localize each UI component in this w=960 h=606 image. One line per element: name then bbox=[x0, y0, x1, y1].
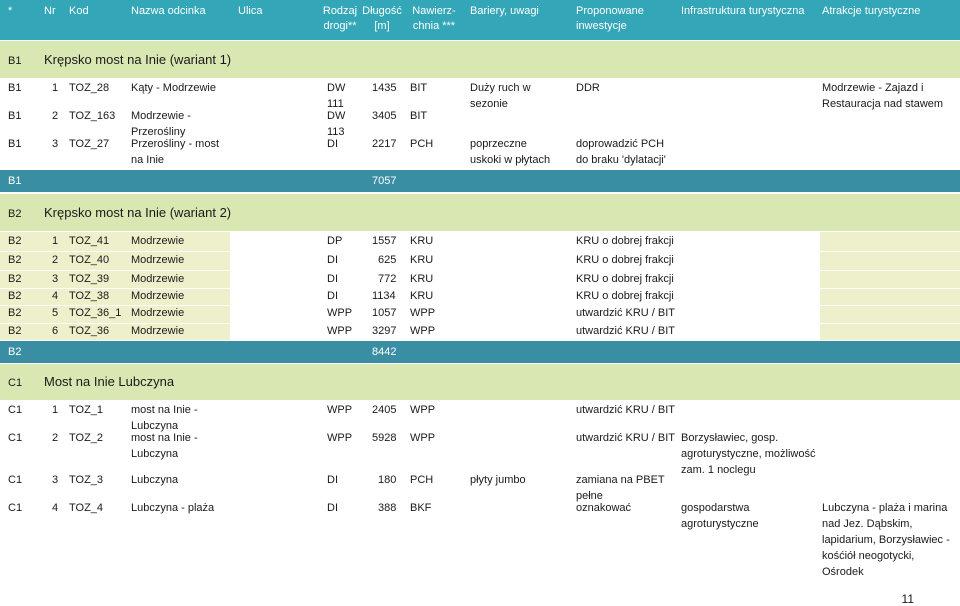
cell-nawierzchnia: KRU bbox=[410, 290, 434, 302]
table-row bbox=[0, 305, 960, 323]
cell-rodzaj: DW 113 bbox=[327, 110, 346, 138]
cell-dlugosc: 3297 bbox=[372, 325, 397, 337]
cell-nawierzchnia: PCH bbox=[410, 474, 434, 486]
header-dlugosc: Długość [m] bbox=[362, 5, 402, 32]
cell-nazwa: Modrzewie bbox=[131, 235, 185, 247]
header-nazwa: Nazwa odcinka bbox=[131, 5, 206, 17]
cell-dlugosc: 3405 bbox=[372, 110, 397, 122]
cell-kod: TOZ_27 bbox=[69, 138, 110, 150]
cell-inwestycje: KRU o dobrej frakcji bbox=[576, 290, 674, 302]
cell-nr: 1 bbox=[52, 82, 59, 94]
cell-inwestycje: utwardzić KRU / BIT bbox=[576, 404, 676, 416]
header-infrastruktura: Infrastruktura turystyczna bbox=[681, 5, 805, 17]
section-c1-title: Most na Inie Lubczyna bbox=[44, 374, 175, 389]
cell-nazwa: Modrzewie bbox=[131, 273, 185, 285]
table-row bbox=[0, 80, 960, 110]
cell-nazwa: Modrzewie bbox=[131, 325, 185, 337]
cell-id: B1 bbox=[8, 138, 22, 150]
cell-rodzaj: WPP bbox=[327, 432, 353, 444]
cell-dlugosc: 772 bbox=[378, 273, 397, 285]
cell-id: B2 bbox=[8, 254, 22, 266]
cell-rodzaj: DW 111 bbox=[327, 82, 346, 110]
cell-dlugosc: 1557 bbox=[372, 235, 397, 247]
cell-atrakcje: Lubczyna - plaża i marina nad Jez. Dąbskim, lapidarium, Borzysławiec - kośćiół neogotycki, Ośrodek bbox=[822, 502, 950, 578]
table-row bbox=[0, 472, 960, 502]
cell-kod: TOZ_3 bbox=[69, 474, 104, 486]
cell-rodzaj: DI bbox=[327, 502, 338, 514]
cell-nazwa: Modrzewie bbox=[131, 254, 185, 266]
cell-id: B1 bbox=[8, 110, 22, 122]
table-row bbox=[0, 500, 960, 578]
header-star: * bbox=[8, 5, 13, 17]
cell-id: B1 bbox=[8, 82, 22, 94]
total-id: B2 bbox=[8, 346, 22, 358]
cell-nawierzchnia: KRU bbox=[410, 235, 434, 247]
cell-nazwa: Lubczyna bbox=[131, 474, 179, 486]
header-nr: Nr bbox=[44, 5, 56, 17]
cell-nr: 1 bbox=[52, 404, 59, 416]
section-b2-band bbox=[0, 194, 960, 231]
cell-kod: TOZ_28 bbox=[69, 82, 110, 94]
cell-kod: TOZ_36 bbox=[69, 325, 110, 337]
cell-id: B2 bbox=[8, 290, 22, 302]
section-c1-id: C1 bbox=[8, 377, 23, 389]
header-ulica: Ulica bbox=[238, 5, 263, 17]
cell-nawierzchnia: WPP bbox=[410, 432, 436, 444]
section-b2-id: B2 bbox=[8, 208, 22, 220]
cell-inwestycje: doprowadzić PCH do braku 'dylatacji' bbox=[576, 138, 666, 166]
cell-kod: TOZ_40 bbox=[69, 254, 110, 266]
cell-nawierzchnia: WPP bbox=[410, 404, 436, 416]
cell-id: B2 bbox=[8, 235, 22, 247]
cell-inwestycje: DDR bbox=[576, 82, 600, 94]
cell-id: C1 bbox=[8, 502, 23, 514]
cell-dlugosc: 2405 bbox=[372, 404, 397, 416]
cell-atrakcje: Modrzewie - Zajazd i Restauracja nad stawem bbox=[822, 82, 944, 110]
cell-id: B2 bbox=[8, 273, 22, 285]
cell-dlugosc: 625 bbox=[378, 254, 397, 266]
table-row bbox=[0, 430, 960, 476]
cell-nr: 4 bbox=[52, 502, 59, 514]
cell-bariery: płyty jumbo bbox=[470, 474, 526, 486]
header-inwestycje: Proponowane inwestycje bbox=[576, 5, 644, 32]
cell-nazwa: Kąty - Modrzewie bbox=[131, 82, 216, 94]
cell-nazwa: Przerośliny - most na Inie bbox=[131, 138, 220, 166]
cell-rodzaj: DI bbox=[327, 254, 338, 266]
cell-dlugosc: 5928 bbox=[372, 432, 397, 444]
cell-nr: 6 bbox=[52, 325, 59, 337]
cell-nawierzchnia: WPP bbox=[410, 307, 436, 319]
cell-inwestycje: utwardzić KRU / BIT bbox=[576, 325, 676, 337]
cell-nr: 3 bbox=[52, 273, 59, 285]
cell-dlugosc: 388 bbox=[378, 502, 397, 514]
cell-inwestycje: oznakować bbox=[576, 502, 632, 514]
header-kod: Kod bbox=[69, 5, 89, 17]
cell-nazwa: Modrzewie bbox=[131, 290, 185, 302]
cell-rodzaj: DI bbox=[327, 138, 338, 150]
cell-nr: 2 bbox=[52, 110, 59, 122]
cell-dlugosc: 1057 bbox=[372, 307, 397, 319]
cell-id: C1 bbox=[8, 404, 23, 416]
cell-inwestycje: KRU o dobrej frakcji bbox=[576, 254, 674, 266]
cell-dlugosc: 180 bbox=[378, 474, 397, 486]
cell-nazwa: Lubczyna - plaża bbox=[131, 502, 215, 514]
total-id: B1 bbox=[8, 175, 22, 187]
cell-inwestycje: utwardzić KRU / BIT bbox=[576, 432, 676, 444]
header-rodzaj: Rodzaj drogi** bbox=[322, 5, 358, 32]
table-row bbox=[0, 136, 960, 170]
cell-kod: TOZ_38 bbox=[69, 290, 110, 302]
cell-nazwa: most na Inie - Lubczyna bbox=[131, 404, 198, 432]
table-row bbox=[0, 108, 960, 138]
cell-nr: 4 bbox=[52, 290, 59, 302]
cell-nazwa: Modrzewie - Przerośliny bbox=[131, 110, 191, 138]
cell-dlugosc: 1134 bbox=[372, 290, 396, 302]
cell-nr: 2 bbox=[52, 432, 59, 444]
cell-rodzaj: DI bbox=[327, 474, 338, 486]
table-row bbox=[0, 271, 960, 289]
cell-id: C1 bbox=[8, 474, 23, 486]
cell-inwestycje: KRU o dobrej frakcji bbox=[576, 235, 674, 247]
cell-nawierzchnia: BKF bbox=[410, 502, 432, 514]
cell-rodzaj: DI bbox=[327, 273, 338, 285]
cell-id: C1 bbox=[8, 432, 23, 444]
section-b2-total-row bbox=[0, 341, 960, 363]
cell-nawierzchnia: WPP bbox=[410, 325, 436, 337]
cell-nawierzchnia: BIT bbox=[410, 82, 428, 94]
cell-nr: 3 bbox=[52, 138, 59, 150]
cell-nazwa: Modrzewie bbox=[131, 307, 185, 319]
cell-rodzaj: WPP bbox=[327, 404, 353, 416]
section-c1-band bbox=[0, 364, 960, 400]
cell-kod: TOZ_36_1 bbox=[69, 307, 122, 319]
section-b1-total-row bbox=[0, 170, 960, 192]
cell-nr: 3 bbox=[52, 474, 59, 486]
cell-nazwa: most na Inie - Lubczyna bbox=[131, 432, 198, 460]
table-header bbox=[0, 0, 960, 40]
cell-inwestycje: zamiana na PBET pełne bbox=[576, 474, 665, 502]
cell-kod: TOZ_39 bbox=[69, 273, 110, 285]
header-bariery: Bariery, uwagi bbox=[470, 5, 539, 17]
table-row bbox=[0, 288, 960, 306]
cell-rodzaj: DP bbox=[327, 235, 343, 247]
cell-nawierzchnia: KRU bbox=[410, 273, 434, 285]
header-atrakcje: Atrakcje turystyczne bbox=[822, 5, 921, 17]
cell-nawierzchnia: KRU bbox=[410, 254, 434, 266]
section-b1-id: B1 bbox=[8, 55, 22, 67]
cell-infrastruktura: Borzysławiec, gosp. agroturystyczne, możliwość zam. 1 noclegu bbox=[681, 432, 816, 476]
header-nawierzchnia: Nawierz-chnia *** bbox=[412, 5, 456, 32]
cell-inwestycje: utwardzić KRU / BIT bbox=[576, 307, 676, 319]
cell-dlugosc: 1435 bbox=[372, 82, 397, 94]
section-b1-title: Krępsko most na Inie (wariant 1) bbox=[44, 52, 232, 67]
cell-kod: TOZ_1 bbox=[69, 404, 104, 416]
page-number: 11 bbox=[901, 592, 914, 606]
cell-kod: TOZ_4 bbox=[69, 502, 104, 514]
table-row bbox=[0, 252, 960, 270]
cell-dlugosc: 2217 bbox=[372, 138, 397, 150]
section-b2-title: Krępsko most na Inie (wariant 2) bbox=[44, 205, 232, 220]
cell-rodzaj: WPP bbox=[327, 325, 353, 337]
cell-inwestycje: KRU o dobrej frakcji bbox=[576, 273, 674, 285]
total-length: 7057 bbox=[372, 175, 397, 187]
cell-id: B2 bbox=[8, 325, 22, 337]
cell-rodzaj: DI bbox=[327, 290, 338, 302]
cell-bariery: Duży ruch w sezonie bbox=[470, 82, 531, 110]
cell-rodzaj: WPP bbox=[327, 307, 353, 319]
cell-id: B2 bbox=[8, 307, 22, 319]
cell-bariery: poprzeczne uskoki w płytach bbox=[470, 138, 551, 166]
table-row bbox=[0, 402, 960, 432]
cell-kod: TOZ_163 bbox=[69, 110, 116, 122]
section-b1-band bbox=[0, 41, 960, 78]
cell-nr: 2 bbox=[52, 254, 59, 266]
cell-kod: TOZ_41 bbox=[69, 235, 110, 247]
table-row bbox=[0, 323, 960, 341]
cell-nr: 5 bbox=[52, 307, 59, 319]
cell-nr: 1 bbox=[52, 235, 59, 247]
cell-nawierzchnia: BIT bbox=[410, 110, 428, 122]
cell-nawierzchnia: PCH bbox=[410, 138, 434, 150]
total-length: 8442 bbox=[372, 346, 397, 358]
cell-kod: TOZ_2 bbox=[69, 432, 104, 444]
table-row bbox=[0, 233, 960, 251]
cell-infrastruktura: gospodarstwa agroturystyczne bbox=[681, 502, 759, 530]
